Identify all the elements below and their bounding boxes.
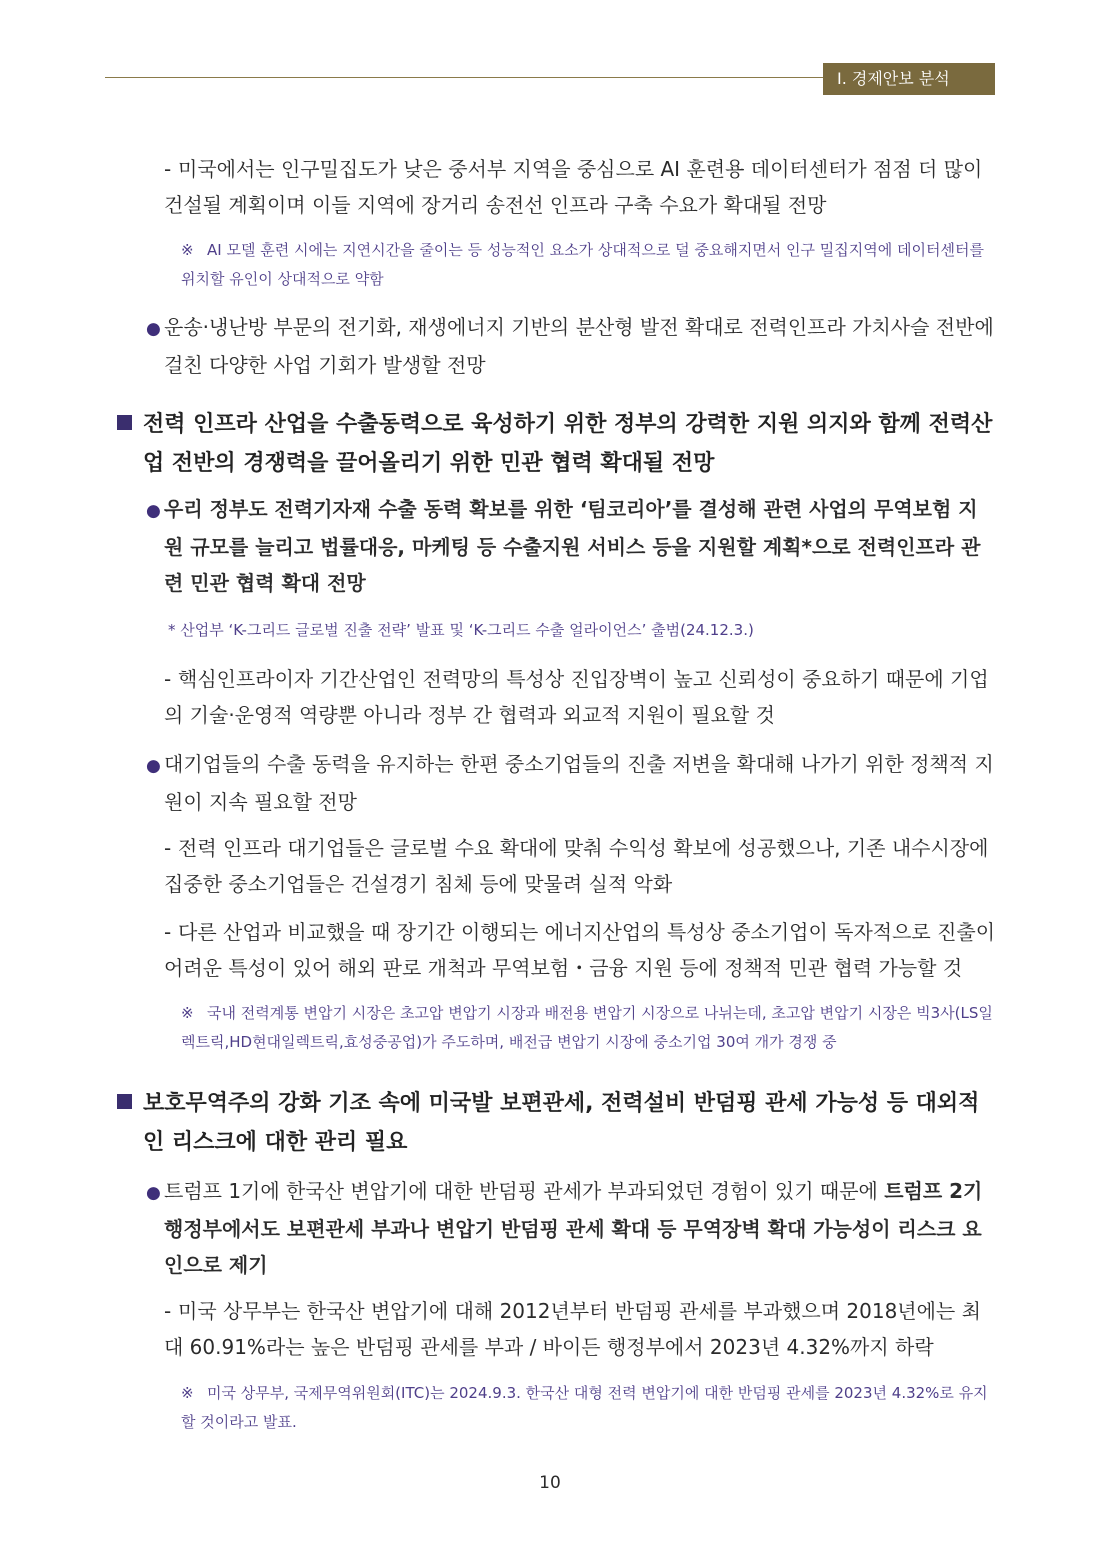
bullet-item <box>146 1173 996 1283</box>
note-marker: ※ <box>181 1004 194 1022</box>
section-heading <box>117 1084 997 1162</box>
note-item <box>181 236 996 294</box>
dash-item <box>164 151 996 223</box>
dash-marker: - <box>164 920 172 944</box>
dash-text: 다른 산업과 비교했을 때 장기간 이행되는 에너지산업의 특성상 중소기업이 독자적으로 진출이 어려운 특성이 있어 해외 판로 개척과 무역보험・금융 지원 등에 정책적 민관 협력 가능할 것 <box>164 920 996 980</box>
dash-item <box>164 830 996 902</box>
bullet-item <box>146 309 996 383</box>
note-marker: ※ <box>181 1384 194 1402</box>
note-marker: ※ <box>181 241 194 259</box>
bullet-text: 운송·냉난방 부문의 전기화, 재생에너지 기반의 분산형 발전 확대로 전력인프라 가치사슬 전반에 걸친 다양한 사업 기회가 발생할 전망 <box>164 315 994 377</box>
bullet-dot-icon: ● <box>146 1183 161 1203</box>
page-number: 10 <box>539 1473 561 1493</box>
dash-item <box>164 914 996 986</box>
footnote: * 산업부 ‘K-그리드 글로벌 진출 전략’ 발표 및 ‘K-그리드 수출 얼라이언스’ 출범(24.12.3.) <box>168 621 754 639</box>
header-rule <box>105 77 823 78</box>
square-bullet-icon <box>117 1094 132 1109</box>
dash-text: 미국에서는 인구밀집도가 낮은 중서부 지역을 중심으로 AI 훈련용 데이터센터가 점점 더 많이 건설될 계획이며 이들 지역에 장거리 송전선 인프라 구축 수요가 확대될 전망 <box>164 157 983 217</box>
bullet-text-plain: 트럼프 1기에 한국산 변압기에 대한 반덤핑 관세가 부과되었던 경험이 있기 때문에 <box>164 1179 885 1203</box>
dash-text: 미국 상무부는 한국산 변압기에 대해 2012년부터 반덤핑 관세를 부과했으며 2018년에는 최대 60.91%라는 높은 반덤핑 관세를 부과 / 바이든 행정부에서 2023년 4.32%까지 하락 <box>164 1299 981 1359</box>
section-heading <box>117 405 997 483</box>
note-text: 미국 상무부, 국제무역위원회(ITC)는 2024.9.3. 한국산 대형 전력 변압기에 대한 반덤핑 관세를 2023년 4.32%로 유지할 것이라고 발표. <box>181 1384 988 1431</box>
note-item <box>181 1379 996 1437</box>
heading-text: 전력 인프라 산업을 수출동력으로 육성하기 위한 정부의 강력한 지원 의지와 함께 전력산업 전반의 경쟁력을 끌어올리기 위한 민관 협력 확대될 전망 <box>143 412 993 476</box>
section-tab: Ⅰ. 경제안보 분석 <box>823 63 995 95</box>
bullet-text: 대기업들의 수출 동력을 유지하는 한편 중소기업들의 진출 저변을 확대해 나가기 위한 정책적 지원이 지속 필요할 전망 <box>164 752 994 814</box>
dash-marker: - <box>164 667 172 691</box>
bullet-dot-icon: ● <box>146 319 161 339</box>
dash-text: 전력 인프라 대기업들은 글로벌 수요 확대에 맞춰 수익성 확보에 성공했으나, 기존 내수시장에 집중한 중소기업들은 건설경기 침체 등에 맞물려 실적 악화 <box>164 836 989 896</box>
dash-text: 핵심인프라이자 기간산업인 전력망의 특성상 진입장벽이 높고 신뢰성이 중요하기 때문에 기업의 기술·운영적 역량뿐 아니라 정부 간 협력과 외교적 지원이 필요할 것 <box>164 667 989 727</box>
dash-item <box>164 661 996 733</box>
bullet-item <box>146 746 996 820</box>
note-text: AI 모델 훈련 시에는 지연시간을 줄이는 등 성능적인 요소가 상대적으로 덜 중요해지면서 인구 밀집지역에 데이터센터를 위치할 유인이 상대적으로 약함 <box>181 241 984 288</box>
bullet-dot-icon: ● <box>146 756 161 776</box>
square-bullet-icon <box>117 415 132 430</box>
bullet-text: 우리 정부도 전력기자재 수출 동력 확보를 위한 ‘팀코리아’를 결성해 관련 사업의 무역보험 지원 규모를 늘리고 법률대응, 마케팅 등 수출지원 서비스 등을 지원할 계획*으로 전력인프라 관련 민관 협력 확대 전망 <box>164 497 981 595</box>
bullet-dot-icon: ● <box>146 501 161 521</box>
dash-marker: - <box>164 1299 172 1323</box>
dash-item <box>164 1293 996 1365</box>
heading-text: 보호무역주의 강화 기조 속에 미국발 보편관세, 전력설비 반덤핑 관세 가능성 등 대외적인 리스크에 대한 관리 필요 <box>143 1091 980 1155</box>
dash-marker: - <box>164 836 172 860</box>
note-text: 국내 전력계통 변압기 시장은 초고압 변압기 시장과 배전용 변압기 시장으로 나뉘는데, 초고압 변압기 시장은 빅3사(LS일렉트릭,HD현대일렉트릭,효성중공업)가 주도하며, 배전급 변압기 시장에 중소기업 30여 개가 경쟁 중 <box>181 1004 993 1051</box>
note-item <box>181 999 996 1057</box>
dash-marker: - <box>164 157 172 181</box>
bullet-text-emphasis: 트럼프 2기 행정부에서도 보편관세 부과나 변압기 반덤핑 관세 확대 등 무역장벽 확대 가능성이 리스크 요인으로 제기 <box>164 1179 983 1277</box>
bullet-item <box>146 491 996 601</box>
